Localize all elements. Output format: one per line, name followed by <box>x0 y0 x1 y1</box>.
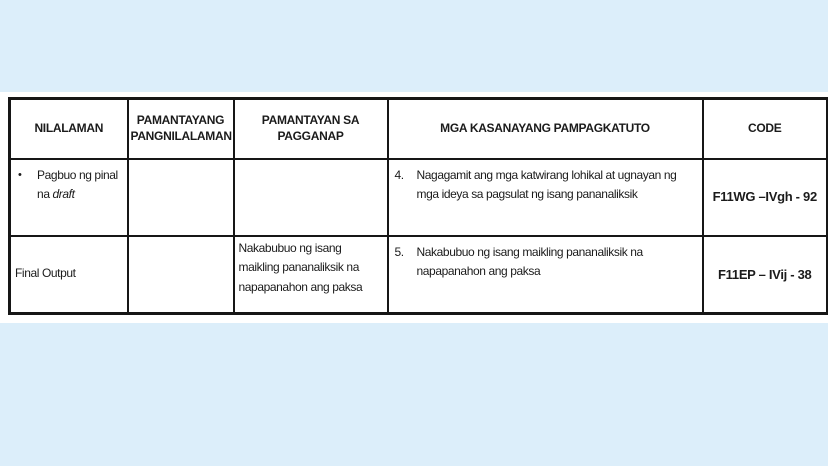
pamantayang-pangnilalaman-cell <box>128 236 234 314</box>
kasanayan-text: Nakabubuo ng isang maikling pananaliksik na napapanahon ang paksa <box>416 244 643 279</box>
numbered-list-item <box>389 237 702 283</box>
bullet-list-item <box>11 160 127 206</box>
table-row <box>10 236 828 314</box>
header-code: CODE <box>703 99 828 159</box>
code-cell: F11EP – IVij - 38 <box>703 236 828 314</box>
nilalaman-text: Pagbuo ng pinal na draft <box>37 167 118 202</box>
kasanayan-cell <box>388 159 703 236</box>
header-row <box>10 99 828 159</box>
numbered-list-item <box>389 160 702 206</box>
pamantayang-pangnilalaman-cell <box>128 159 234 236</box>
bullet-icon: • <box>18 168 22 181</box>
table-row <box>10 159 828 236</box>
kasanayan-number: 4. <box>394 167 404 182</box>
pamantayan-sa-pagganap-cell <box>234 159 388 236</box>
header-mga-kasanayang-pampagkatuto: MGA KASANAYANG PAMPAGKATUTO <box>388 99 703 159</box>
nilalaman-cell: Final Output <box>10 236 128 314</box>
header-nilalaman: NILALAMAN <box>10 99 128 159</box>
nilalaman-cell <box>10 159 128 236</box>
header-pamantayang-pangnilalaman: PAMANTAYANG PANGNILALAMAN <box>128 99 234 159</box>
curriculum-table <box>8 97 828 315</box>
pamantayan-sa-pagganap-cell: Nakabubuo ng isang maikling pananaliksik na napapanahon ang paksa <box>234 236 388 314</box>
nilalaman-italic-text: draft <box>52 187 75 202</box>
kasanayan-text: Nagagamit ang mga katwirang lohikal at ugnayan ng mga ideya sa pagsulat ng isang pananaliksik <box>416 167 677 202</box>
kasanayan-number: 5. <box>394 244 404 259</box>
kasanayan-cell <box>388 236 703 314</box>
header-pamantayan-sa-pagganap: PAMANTAYAN SA PAGGANAP <box>234 99 388 159</box>
code-cell: F11WG –IVgh - 92 <box>703 159 828 236</box>
